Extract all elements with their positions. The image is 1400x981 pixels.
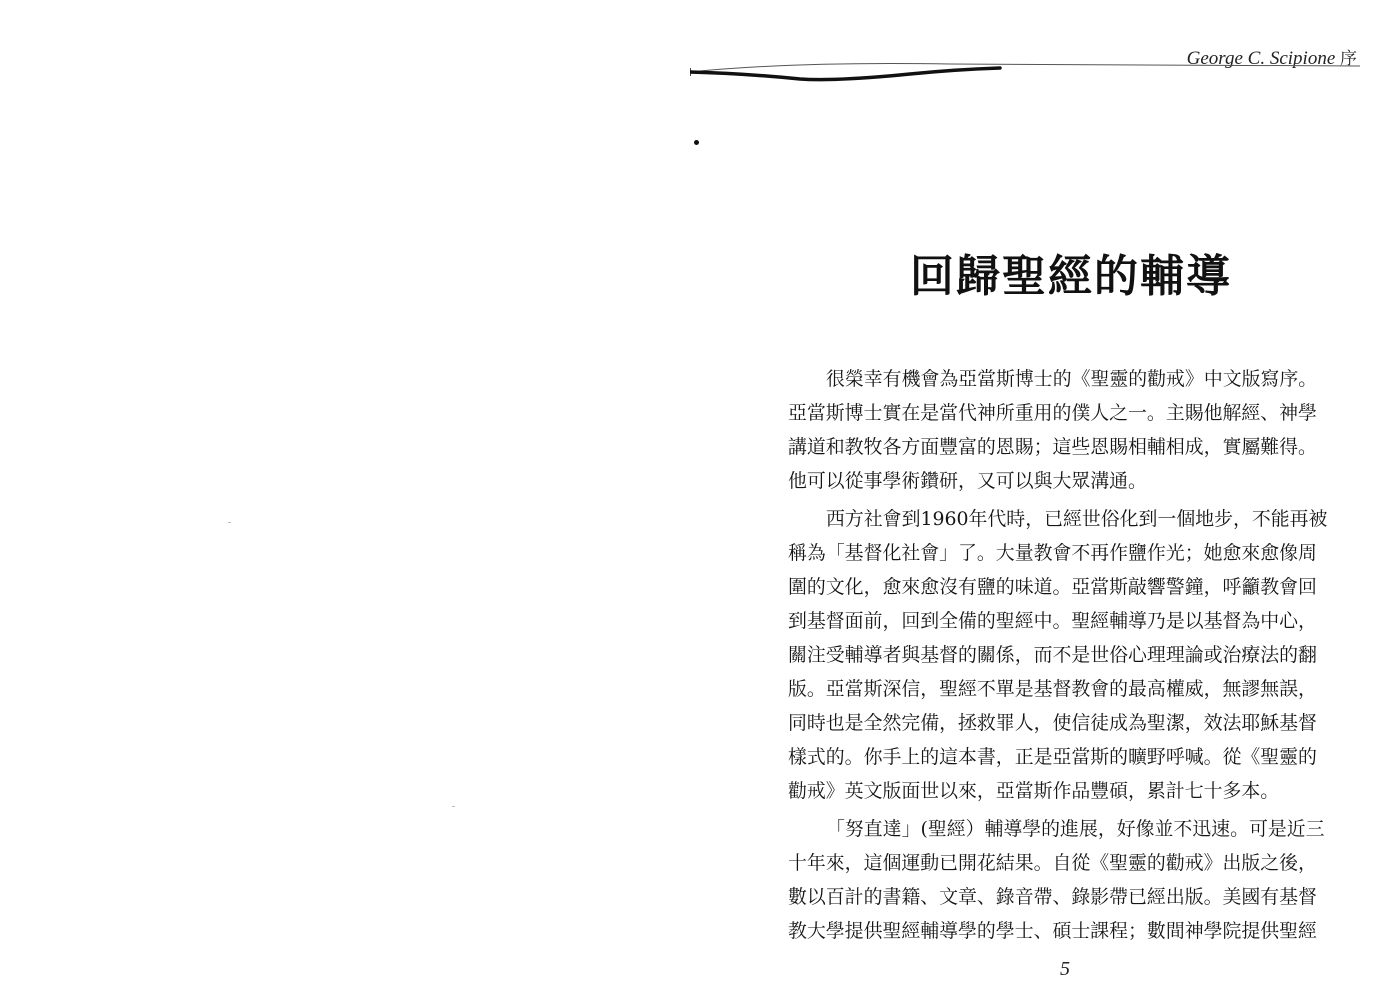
text-line: 數以百計的書籍、文章、錄音帶、錄影帶已經出版。美國有基督 [788,886,1317,908]
text-line: 「努直達」(聖經）輔導學的進展，好像並不迅速。可是近三 [826,818,1325,840]
text-line: 勸戒》英文版面世以來，亞當斯作品豐碩，累計七十多本。 [788,780,1280,802]
text-line: 西方社會到1960年代時，已經世俗化到一個地步，不能再被 [826,508,1328,530]
body-text [788,362,1358,948]
text-line: 很榮幸有機會為亞當斯博士的《聖靈的勸戒》中文版寫序。 [826,368,1318,390]
running-head-suffix: 序 [1340,49,1357,69]
text-line: 到基督面前，回到全備的聖經中。聖經輔導乃是以基督為中心， [788,610,1317,632]
text-line: 教大學提供聖經輔導學的學士、碩士課程；數間神學院提供聖經 [788,920,1317,942]
text-line: 版。亞當斯深信，聖經不單是基督教會的最高權威，無謬無誤， [788,678,1317,700]
text-line: 講道和教牧各方面豐富的恩賜；這些恩賜相輔相成，實屬難得。 [788,436,1317,458]
text-line: 十年來，這個運動已開花結果。自從《聖靈的勸戒》出版之後， [788,852,1317,874]
ink-dot [694,140,699,145]
running-head-author: George C. Scipione [1186,48,1336,69]
page-number: 5 [1060,958,1070,980]
header-rule [690,62,1360,86]
text-line: 圍的文化，愈來愈沒有鹽的味道。亞當斯敲響警鐘，呼籲教會回 [788,576,1317,598]
text-line: 稱為「基督化社會」了。大量教會不再作鹽作光；她愈來愈像周 [788,542,1317,564]
text-line: 樣式的。你手上的這本書，正是亞當斯的曠野呼喊。從《聖靈的 [788,746,1317,768]
scan-speck [452,806,455,807]
chapter-title: 回歸聖經的輔導 [910,251,1232,302]
scan-speck [228,522,231,523]
text-line: 他可以從事學術鑽研，又可以與大眾溝通。 [788,470,1147,492]
text-line: 亞當斯博士實在是當代神所重用的僕人之一。主賜他解經、神學 [788,402,1317,424]
left-page-blank [0,0,690,980]
right-page [690,0,1400,980]
text-line: 同時也是全然完備，拯救罪人，使信徒成為聖潔，效法耶穌基督 [788,712,1317,734]
text-line: 關注受輔導者與基督的關係，而不是世俗心理理論或治療法的翻 [788,644,1317,666]
